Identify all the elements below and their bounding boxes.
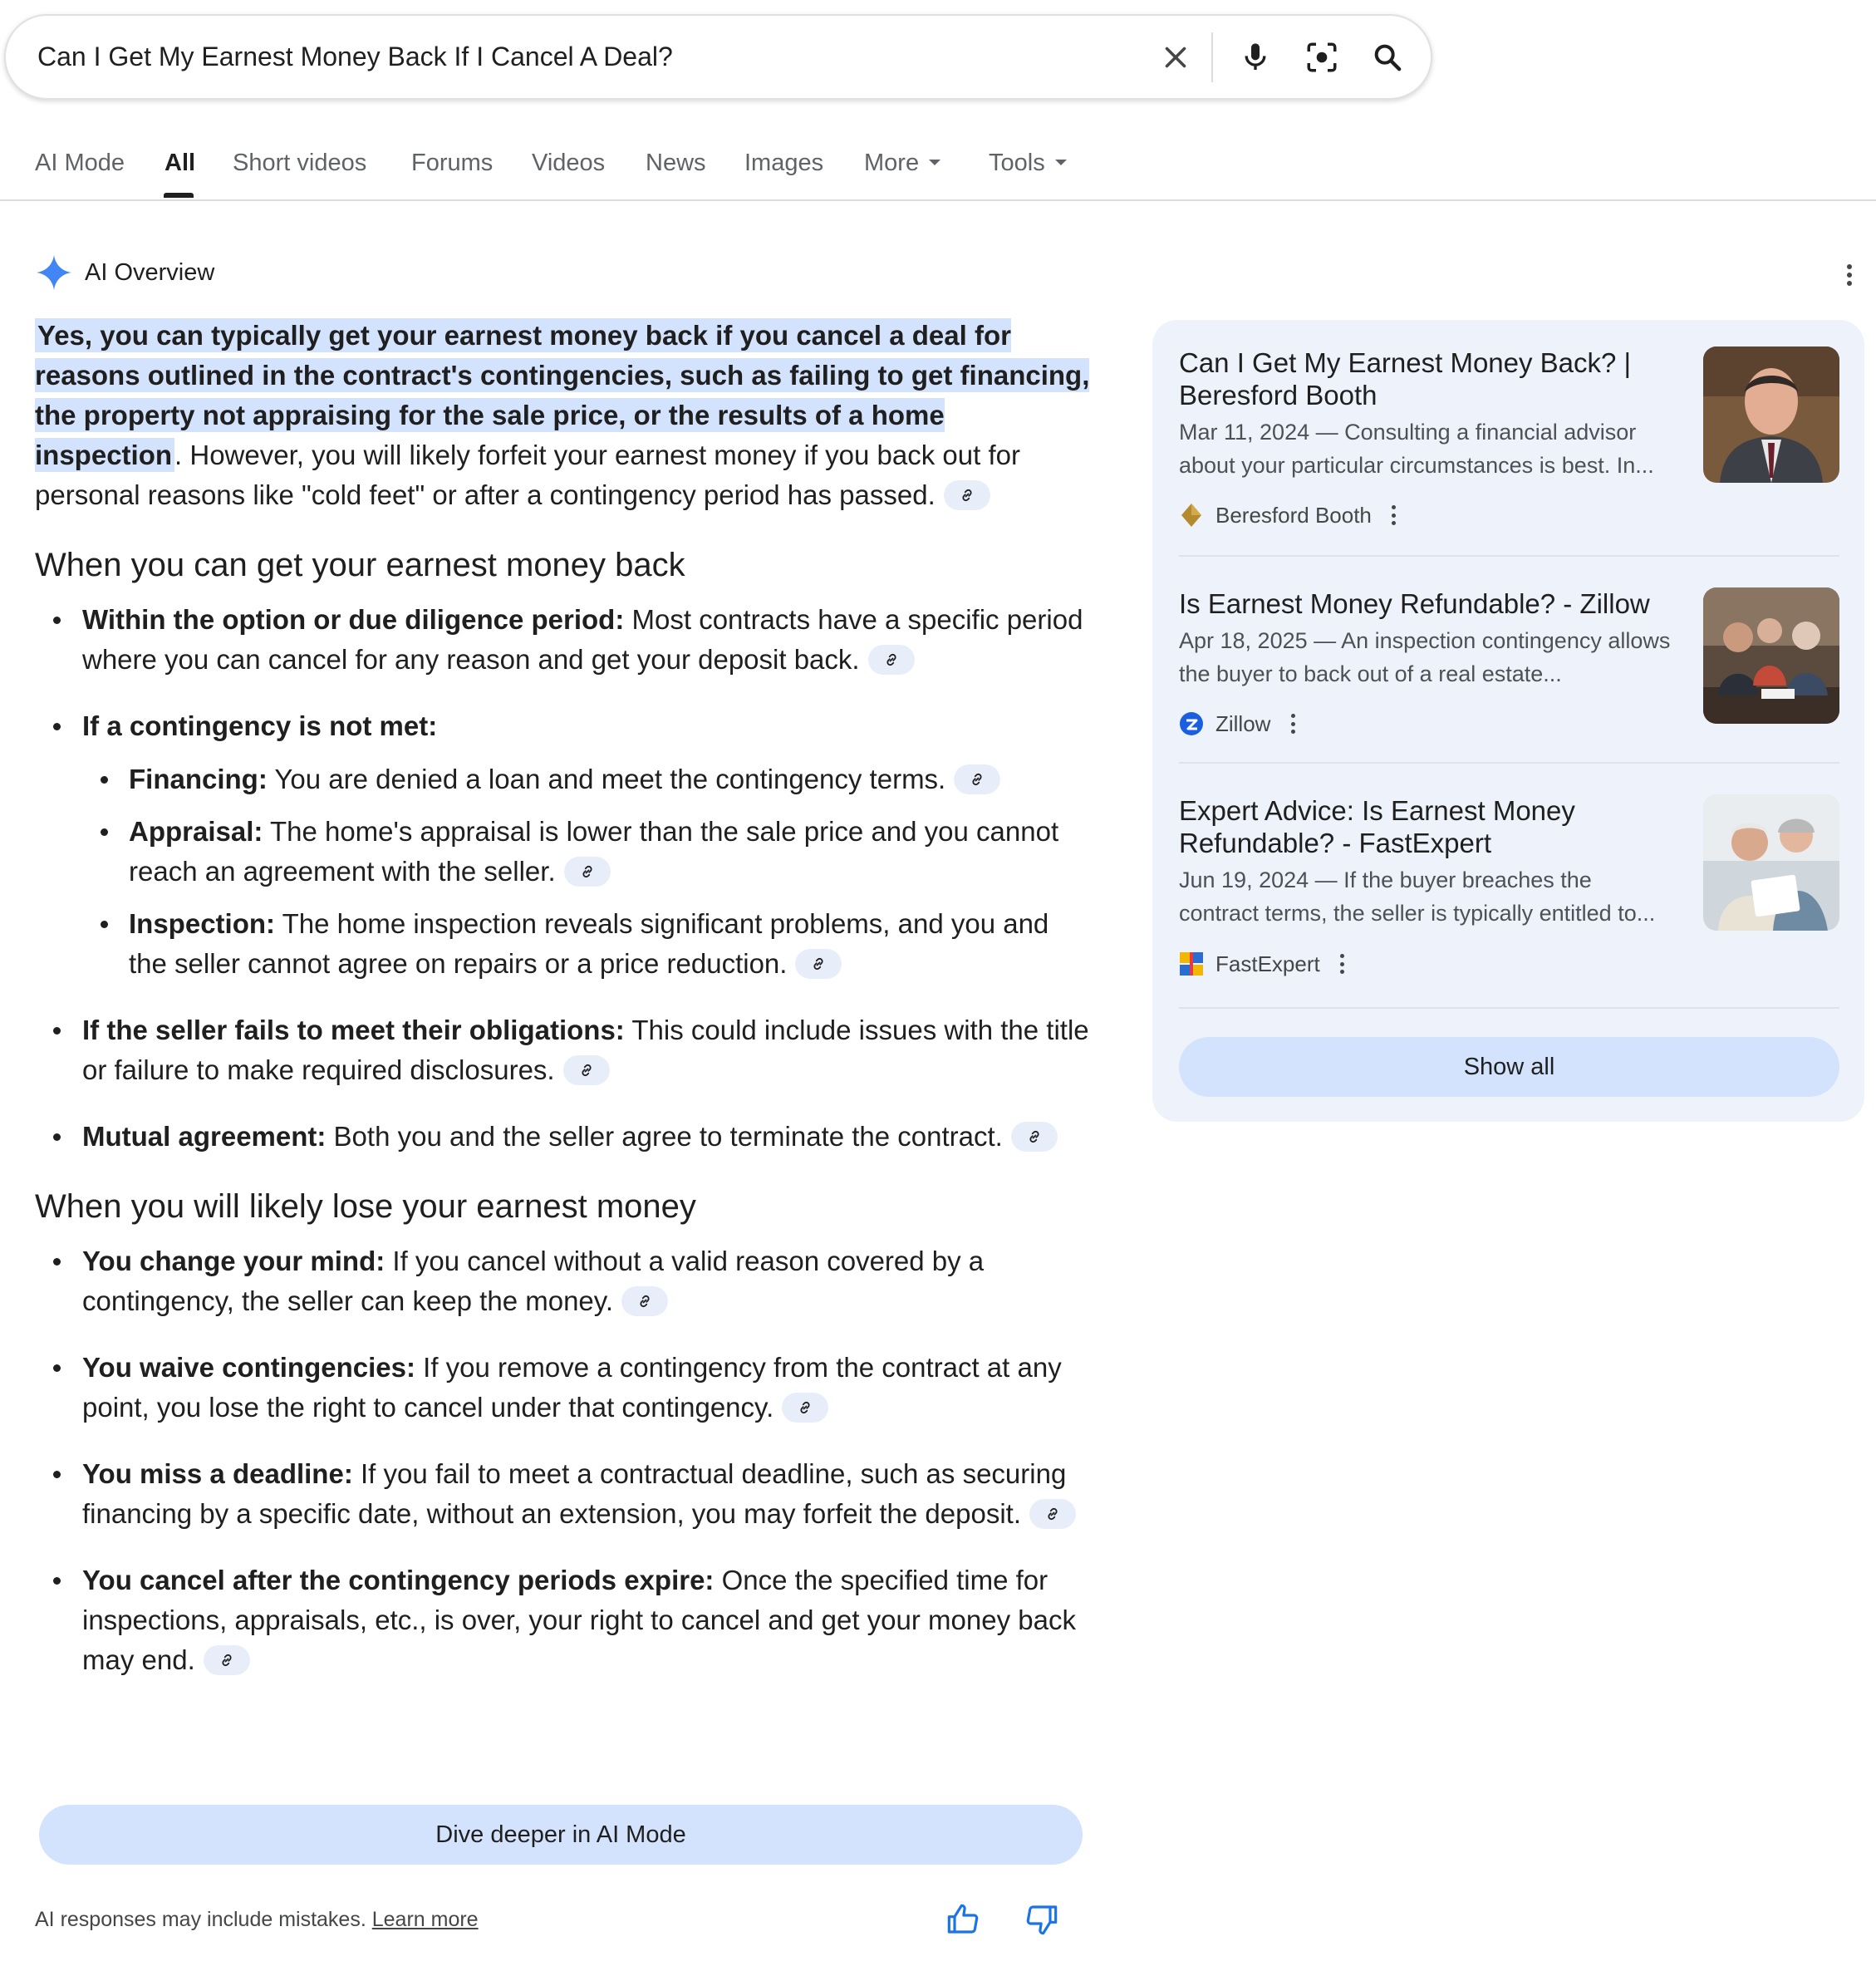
sub-list-item bbox=[82, 759, 1090, 799]
citation-link-icon[interactable] bbox=[868, 645, 915, 675]
chevron-down-icon bbox=[1055, 160, 1067, 165]
get-back-list bbox=[35, 600, 1090, 1157]
tab-all[interactable]: All bbox=[165, 150, 196, 176]
search-bar bbox=[4, 14, 1432, 100]
contingency-sublist bbox=[82, 759, 1090, 984]
list-item bbox=[35, 1010, 1090, 1090]
tab-tools-label: Tools bbox=[989, 150, 1045, 176]
source-card-snippet-text: Apr 18, 2025 — An inspection contingency allows the buyer to back out of a real estate... bbox=[1179, 628, 1671, 686]
portrait-thumbnail-icon bbox=[1703, 346, 1839, 483]
ai-overview-title: AI Overview bbox=[85, 258, 215, 286]
list-item-text: If you cancel without a valid reason covered by a contingency, the seller can keep the money. bbox=[82, 1246, 985, 1316]
active-tab-indicator bbox=[164, 193, 194, 198]
overview-options-icon[interactable] bbox=[1846, 264, 1853, 286]
citation-link-icon[interactable] bbox=[944, 480, 990, 510]
list-item bbox=[35, 1117, 1090, 1157]
tab-more-label: More bbox=[864, 150, 920, 176]
tab-more[interactable] bbox=[864, 150, 940, 177]
card-divider bbox=[1179, 1007, 1839, 1009]
list-item-text: This could include issues with the title or failure to make required disclosures. bbox=[82, 1015, 1089, 1085]
citation-link-icon[interactable] bbox=[795, 949, 842, 979]
source-card-site-name: Zillow bbox=[1215, 710, 1271, 736]
list-item bbox=[35, 706, 1090, 984]
lose-list bbox=[35, 1241, 1090, 1680]
clear-icon[interactable] bbox=[1154, 36, 1197, 79]
ai-overview-header bbox=[35, 251, 214, 294]
overview-intro-highlight: Yes, you can typically get your earnest money back if you cancel a deal for reasons outlined in the contract's contingencies, such as failing to get financing, the property not appraising for the sale price, or the results of a home inspection bbox=[35, 320, 1090, 470]
source-card-thumbnail[interactable] bbox=[1703, 794, 1839, 931]
list-item-bold: You change your mind: bbox=[82, 1246, 386, 1276]
list-item bbox=[35, 600, 1090, 680]
source-card[interactable] bbox=[1179, 587, 1839, 745]
source-card-title[interactable]: Can I Get My Earnest Money Back? | Beresford Booth bbox=[1179, 347, 1632, 410]
ai-overview-body bbox=[35, 316, 1090, 1707]
citation-link-icon[interactable] bbox=[563, 1055, 610, 1085]
gemini-sparkle-icon bbox=[35, 253, 73, 292]
overview-intro bbox=[35, 316, 1090, 515]
source-card-thumbnail[interactable] bbox=[1703, 346, 1839, 483]
card-divider bbox=[1179, 762, 1839, 764]
sub-list-item bbox=[82, 904, 1090, 984]
sub-list-item bbox=[82, 812, 1090, 892]
chevron-down-icon bbox=[929, 160, 940, 165]
list-item bbox=[35, 1560, 1090, 1680]
list-item-bold: Inspection: bbox=[129, 908, 276, 939]
thumbs-down-icon[interactable] bbox=[1020, 1898, 1063, 1941]
dive-deeper-button[interactable]: Dive deeper in AI Mode bbox=[39, 1805, 1083, 1865]
couple-reading-photo-icon bbox=[1703, 794, 1839, 931]
zillow-favicon-icon bbox=[1179, 711, 1204, 736]
list-item bbox=[35, 1241, 1090, 1321]
search-divider bbox=[1211, 32, 1213, 82]
list-item-bold: Mutual agreement: bbox=[82, 1121, 327, 1152]
list-item-text: If you remove a contingency from the contract at any point, you lose the right to cancel under that contingency. bbox=[82, 1352, 1062, 1423]
source-card-site-name: FastExpert bbox=[1215, 951, 1320, 976]
tab-news[interactable]: News bbox=[646, 150, 706, 176]
lens-camera-icon[interactable] bbox=[1300, 36, 1343, 79]
list-item-bold: Financing: bbox=[129, 764, 268, 794]
source-options-icon[interactable] bbox=[1290, 714, 1295, 734]
citation-link-icon[interactable] bbox=[564, 857, 611, 887]
tab-tools[interactable] bbox=[989, 150, 1067, 177]
citation-link-icon[interactable] bbox=[1029, 1499, 1076, 1529]
list-item-text: The home's appraisal is lower than the sale price and you cannot reach an agreement with the seller. bbox=[129, 816, 1059, 887]
source-card-site-name: Beresford Booth bbox=[1215, 502, 1372, 528]
source-card[interactable] bbox=[1179, 346, 1839, 529]
source-card-snippet bbox=[1179, 624, 1677, 691]
list-item-text: Both you and the seller agree to terminate the contract. bbox=[326, 1121, 1003, 1152]
list-item-text: If you fail to meet a contractual deadline, such as securing financing by a specific date, without an extension, you may forfeit the deposit. bbox=[82, 1458, 1067, 1529]
overview-intro-rest: . However, you will likely forfeit your earnest money if you back out for personal reasons like "cold feet" or after a contingency period has passed. bbox=[35, 440, 1020, 510]
search-icon[interactable] bbox=[1366, 36, 1409, 79]
list-item bbox=[35, 1454, 1090, 1534]
search-input[interactable] bbox=[37, 16, 1117, 98]
source-card-snippet-text: Jun 19, 2024 — If the buyer breaches the contract terms, the seller is typically entitled to... bbox=[1179, 867, 1656, 926]
fastexpert-favicon-icon bbox=[1179, 951, 1204, 976]
citation-link-icon[interactable] bbox=[621, 1286, 668, 1316]
citation-link-icon[interactable] bbox=[954, 764, 1000, 794]
list-item bbox=[35, 1348, 1090, 1428]
citation-link-icon[interactable] bbox=[204, 1645, 250, 1675]
tab-short-videos[interactable]: Short videos bbox=[233, 150, 367, 176]
card-divider bbox=[1179, 555, 1839, 557]
beresford-booth-favicon-icon bbox=[1179, 503, 1204, 528]
source-card-site bbox=[1179, 707, 1295, 740]
source-card-title[interactable]: Expert Advice: Is Earnest Money Refundable? - FastExpert bbox=[1179, 795, 1575, 858]
list-item-bold: Appraisal: bbox=[129, 816, 263, 847]
list-item-text: Once the specified time for inspections, appraisals, etc., is over, your right to cancel and get your money back may end. bbox=[82, 1565, 1076, 1675]
sources-panel bbox=[1152, 320, 1864, 1122]
source-card-site bbox=[1179, 947, 1345, 980]
list-item-bold: You waive contingencies: bbox=[82, 1352, 415, 1383]
section-heading-lose: When you will likely lose your earnest money bbox=[35, 1188, 696, 1225]
list-item-bold: If a contingency is not met: bbox=[82, 710, 438, 741]
list-item-text: Most contracts have a specific period where you can cancel for any reason and get your deposit back. bbox=[82, 604, 1083, 675]
learn-more-link[interactable]: Learn more bbox=[371, 1908, 479, 1931]
source-card[interactable] bbox=[1179, 794, 1839, 985]
tab-ai-mode[interactable]: AI Mode bbox=[35, 150, 125, 176]
source-card-site bbox=[1179, 499, 1397, 532]
source-options-icon[interactable] bbox=[1392, 505, 1397, 525]
list-item-bold: Within the option or due diligence period: bbox=[82, 604, 625, 635]
citation-link-icon[interactable] bbox=[782, 1393, 828, 1423]
source-card-title[interactable]: Is Earnest Money Refundable? - Zillow bbox=[1179, 588, 1650, 619]
list-item-bold: If the seller fails to meet their obligations: bbox=[82, 1015, 625, 1045]
microphone-icon[interactable] bbox=[1234, 36, 1277, 79]
show-all-button[interactable]: Show all bbox=[1179, 1037, 1839, 1097]
source-card-snippet-text: Mar 11, 2024 — Consulting a financial advisor about your particular circumstances is best. In... bbox=[1179, 420, 1654, 478]
citation-link-icon[interactable] bbox=[1011, 1122, 1058, 1152]
list-item-text: You are denied a loan and meet the contingency terms. bbox=[267, 764, 946, 794]
source-card-snippet bbox=[1179, 415, 1677, 482]
thumbs-up-icon[interactable] bbox=[941, 1898, 985, 1941]
disclaimer bbox=[35, 1908, 479, 1932]
section-heading-get-back: When you can get your earnest money back bbox=[35, 547, 685, 583]
meeting-photo-icon bbox=[1703, 587, 1839, 724]
tab-images[interactable]: Images bbox=[744, 150, 824, 176]
source-options-icon[interactable] bbox=[1340, 954, 1345, 974]
source-card-thumbnail[interactable] bbox=[1703, 587, 1839, 724]
source-card-snippet bbox=[1179, 863, 1677, 930]
search-tabs bbox=[0, 141, 1876, 201]
list-item-text: The home inspection reveals significant problems, and you and the seller cannot agree on repairs or a price reduction. bbox=[129, 908, 1049, 979]
list-item-bold: You cancel after the contingency periods expire: bbox=[82, 1565, 715, 1595]
disclaimer-text: AI responses may include mistakes. bbox=[35, 1908, 372, 1931]
tab-forums[interactable]: Forums bbox=[411, 150, 494, 176]
list-item-bold: You miss a deadline: bbox=[82, 1458, 353, 1489]
tab-videos[interactable]: Videos bbox=[532, 150, 606, 176]
